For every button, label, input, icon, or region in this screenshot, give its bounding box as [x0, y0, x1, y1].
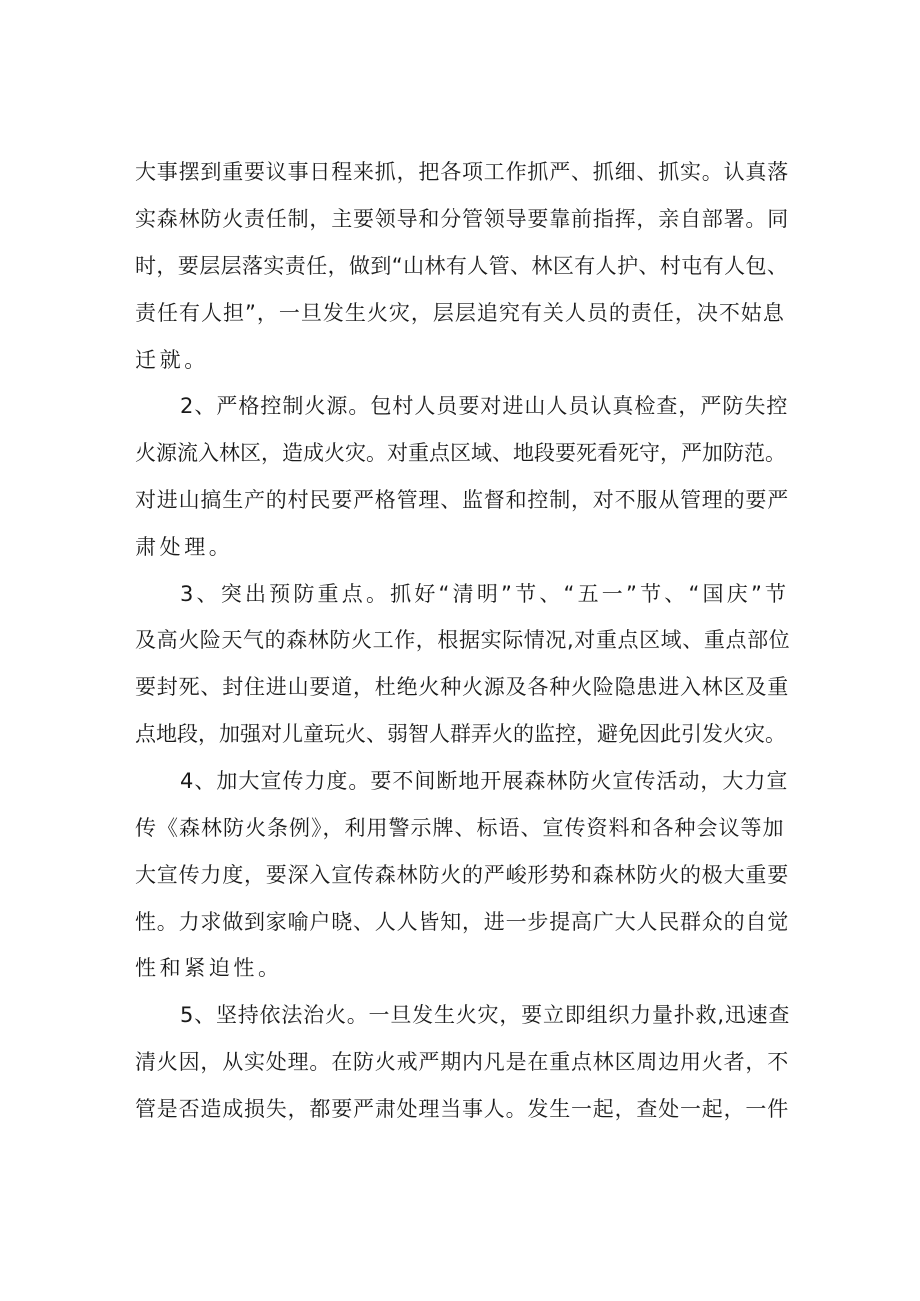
text-line: 点地段，加强对儿童玩火、弱智人群弄火的监控，避免因此引发火灾。 [135, 722, 786, 746]
text-line: 传《森林防火条例》，利用警示牌、标语、宣传资料和各种会议等加 [135, 816, 785, 840]
text-line: 火源流入林区，造成火灾。对重点区域、地段要死看死守，严加防范。 [135, 441, 786, 465]
text-line: 及高火险天气的森林防火工作，根据实际情况,对重点区域、重点部位 [135, 628, 791, 652]
text-line: 性和紧迫性。 [135, 956, 283, 980]
text-line: 管是否造成损失，都要严肃处理当事人。发生一起，查处一起，一件 [135, 1097, 789, 1121]
text-line: 责任有人担”，一旦发生火灾，层层追究有关人员的责任，决不姑息 [135, 301, 785, 325]
paragraph-start-line: 2、严格控制火源。包村人员要对进山人员认真检查，严防失控 [180, 394, 789, 418]
paragraph-start-line: 3、突出预防重点。抓好“清明”节、“五一”节、“国庆”节 [180, 582, 790, 606]
text-line: 时，要层层落实责任，做到“山林有人管、林区有人护、村屯有人包、 [135, 254, 789, 278]
text-line: 实森林防火责任制，主要领导和分管领导要靠前指挥，亲自部署。同 [135, 207, 789, 231]
text-line: 大宣传力度，要深入宣传森林防火的严峻形势和森林防火的极大重要 [135, 863, 789, 887]
text-line: 肃处理。 [135, 535, 234, 559]
text-line: 性。力求做到家喻户晓、人人皆知，进一步提高广大人民群众的自觉 [135, 910, 789, 934]
text-line: 清火因，从实处理。在防火戒严期内凡是在重点林区周边用火者，不 [135, 1050, 789, 1074]
text-line: 对进山搞生产的村民要严格管理、监督和控制，对不服从管理的要严 [135, 488, 789, 512]
paragraph-start-line: 4、加大宣传力度。要不间断地开展森林防火宣传活动，大力宣 [180, 769, 789, 793]
text-line: 迁就。 [135, 348, 209, 372]
text-line: 要封死、封住进山要道，杜绝火种火源及各种火险隐患进入林区及重 [135, 675, 789, 699]
text-line: 大事摆到重要议事日程来抓，把各项工作抓严、抓细、抓实。认真落 [135, 160, 789, 184]
paragraph-start-line: 5、坚持依法治火。一旦发生火灾，要立即组织力量扑救,迅速查 [180, 1003, 791, 1027]
